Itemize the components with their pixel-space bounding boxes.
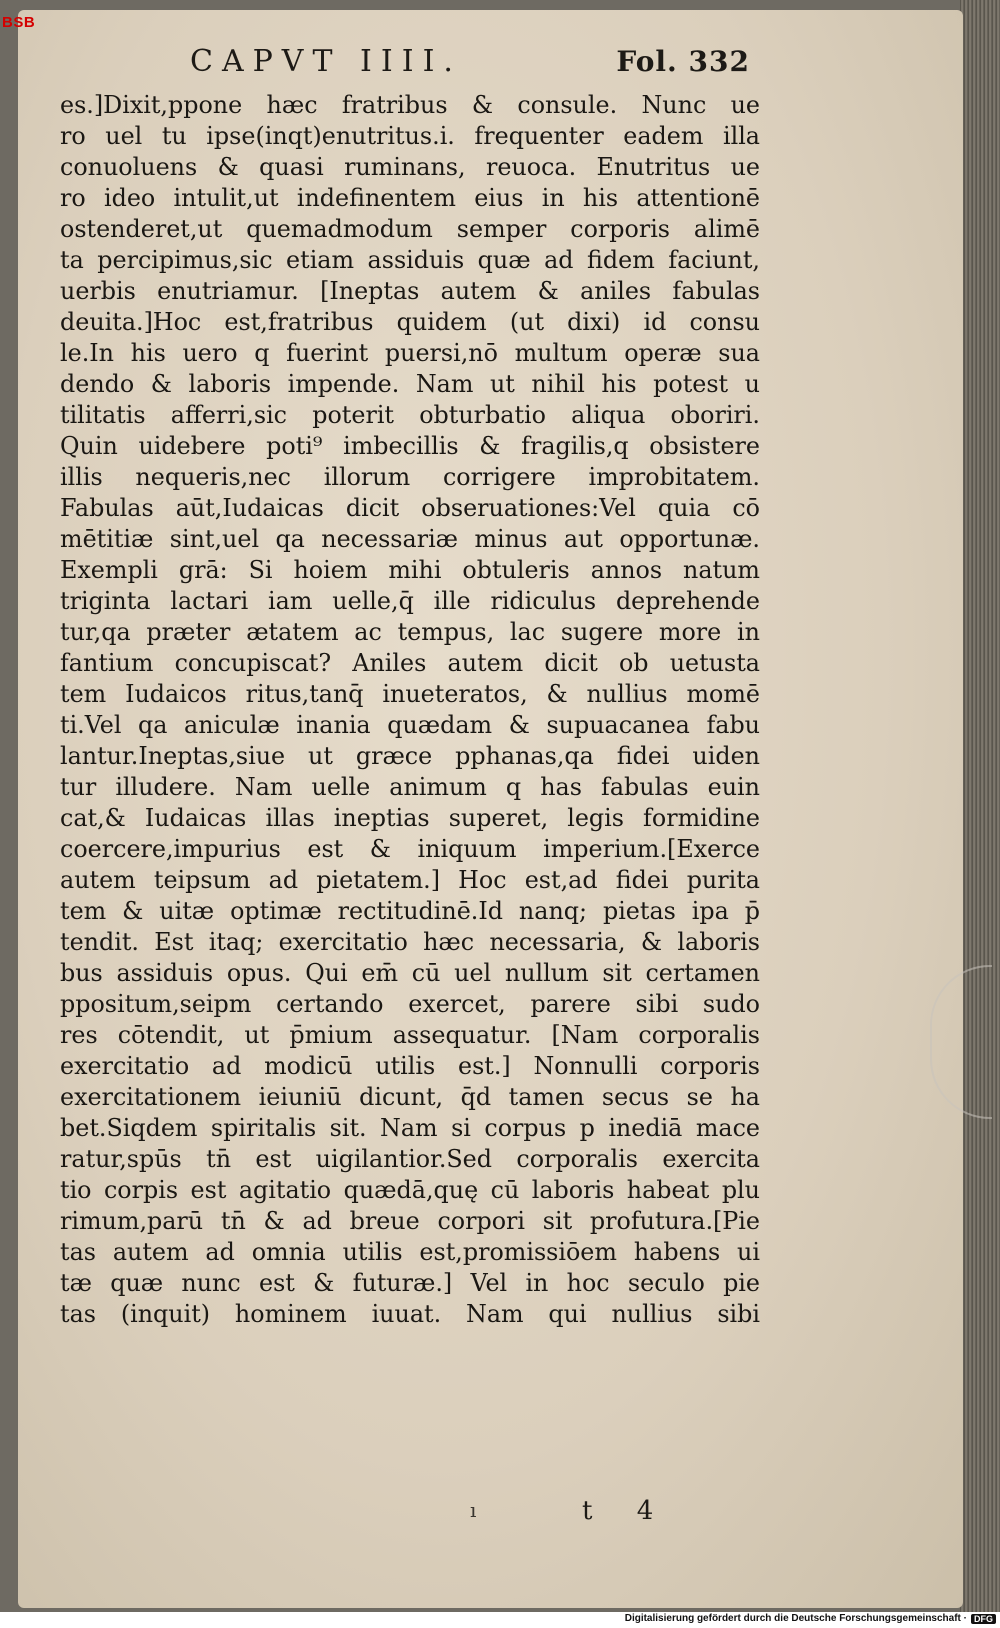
text-line: exercitatio ad modicū utilis est.] Nonnulli corporis [60, 1052, 760, 1080]
text-line: illis nequeris,nec illorum corrigere improbitatem. [60, 463, 760, 491]
dfg-logo: DFG [971, 1614, 996, 1624]
text-line: triginta lactari iam uelle,q̄ ille ridiculus deprehende [60, 587, 760, 615]
text-line: ta percipimus,sic etiam assiduis quæ ad fidem faciunt, [60, 246, 760, 274]
text-line: bet.Siqdem spiritalis sit. Nam si corpus p inediā mace [60, 1114, 760, 1142]
text-line: ostenderet,ut quemadmodum semper corporis alimē [60, 215, 760, 243]
text-line: fantium concupiscat? Aniles autem dicit ob uetusta [60, 649, 760, 677]
text-line: tur illudere. Nam uelle animum q has fabulas euin [60, 773, 760, 801]
text-line: lantur.Ineptas,siue ut græce pphanas,qa fidei uiden [60, 742, 760, 770]
digitization-footer [625, 1613, 996, 1624]
text-line: Fabulas aūt,Iudaicas dicit obseruationes:Vel quia cō [60, 494, 760, 522]
text-line: tur,qa præter ætatem ac tempus, lac sugere more in [60, 618, 760, 646]
text-line: coercere,impurius est & iniquum imperium.[Exerce [60, 835, 760, 863]
text-line: conuoluens & quasi ruminans, reuoca. Enutritus ue [60, 153, 760, 181]
text-line: tæ quæ nunc est & futuræ.] Vel in hoc seculo pie [60, 1269, 760, 1297]
folio-number: Fol. 332 [616, 45, 750, 78]
running-header [190, 44, 750, 79]
text-line: ti.Vel qa aniculæ inania quædam & supuacanea fabu [60, 711, 760, 739]
text-line: Quin uidebere poti⁹ imbecillis & fragilis,q obsistere [60, 432, 760, 460]
chapter-title: CAPVT IIII. [190, 44, 462, 79]
body-text [60, 90, 760, 1330]
text-line: tem & uitæ optimæ rectitudinē.Id nanq; pietas ipa p̄ [60, 897, 760, 925]
text-line: tas (inquit) hominem iuuat. Nam qui nullius sibi [60, 1300, 760, 1328]
text-line: ratur,spūs tn̄ est uigilantior.Sed corporalis exercita [60, 1145, 760, 1173]
text-line: ppositum,seipm certando exercet, parere sibi sudo [60, 990, 760, 1018]
text-line: tendit. Est itaq; exercitatio hæc necessaria, & laboris [60, 928, 760, 956]
text-line: ro uel tu ipse(inqt)enutritus.i. frequenter eadem illa [60, 122, 760, 150]
text-line: res cōtendit, ut p̄mium assequatur. [Nam corporalis [60, 1021, 760, 1049]
text-line: rimum,parū tn̄ & ad breue corpori sit profutura.[Pie [60, 1207, 760, 1235]
footer-credit: Digitalisierung gefördert durch die Deutsche Forschungsgemeinschaft · [624, 1613, 967, 1624]
text-line: ro ideo intulit,ut indefinentem eius in his attentionē [60, 184, 760, 212]
book-page-edges [960, 0, 1000, 1612]
library-watermark: BSB [2, 14, 36, 31]
text-line: mētitiæ sint,uel qa necessariæ minus aut opportunæ. [60, 525, 760, 553]
text-line: uerbis enutriamur. [Ineptas autem & aniles fabulas [60, 277, 760, 305]
text-line: bus assiduis opus. Qui em̄ cū uel nullum sit certamen [60, 959, 760, 987]
text-line: cat,& Iudaicas illas ineptias superet, legis formidine [60, 804, 760, 832]
text-line: exercitationem ieiuniū dicunt, q̄d tamen secus se ha [60, 1083, 760, 1111]
text-line: le.In his uero q fuerint puersi,nō multum operæ sua [60, 339, 760, 367]
signature-mark: t 4 [582, 1496, 672, 1526]
text-line: Exempli grā: Si hoiem mihi obtuleris annos natum [60, 556, 760, 584]
text-line: deuita.]Hoc est,fratribus quidem (ut dixi) id consu [60, 308, 760, 336]
text-line: autem teipsum ad pietatem.] Hoc est,ad fidei purita [60, 866, 760, 894]
text-line: tilitatis afferri,sic poterit obturbatio aliqua oboriri. [60, 401, 760, 429]
stray-mark: ı [470, 1498, 477, 1522]
text-line: tem Iudaicos ritus,tanq̄ inueteratos, & nullius momē [60, 680, 760, 708]
text-line: tas autem ad omnia utilis est,promissiōem habens ui [60, 1238, 760, 1266]
text-line: dendo & laboris impende. Nam ut nihil his potest u [60, 370, 760, 398]
text-line: es.]Dixit,ppone hæc fratribus & consule. Nunc ue [60, 91, 760, 119]
text-line: tio corpis est agitatio quædā,quę cū laboris habeat plu [60, 1176, 760, 1204]
